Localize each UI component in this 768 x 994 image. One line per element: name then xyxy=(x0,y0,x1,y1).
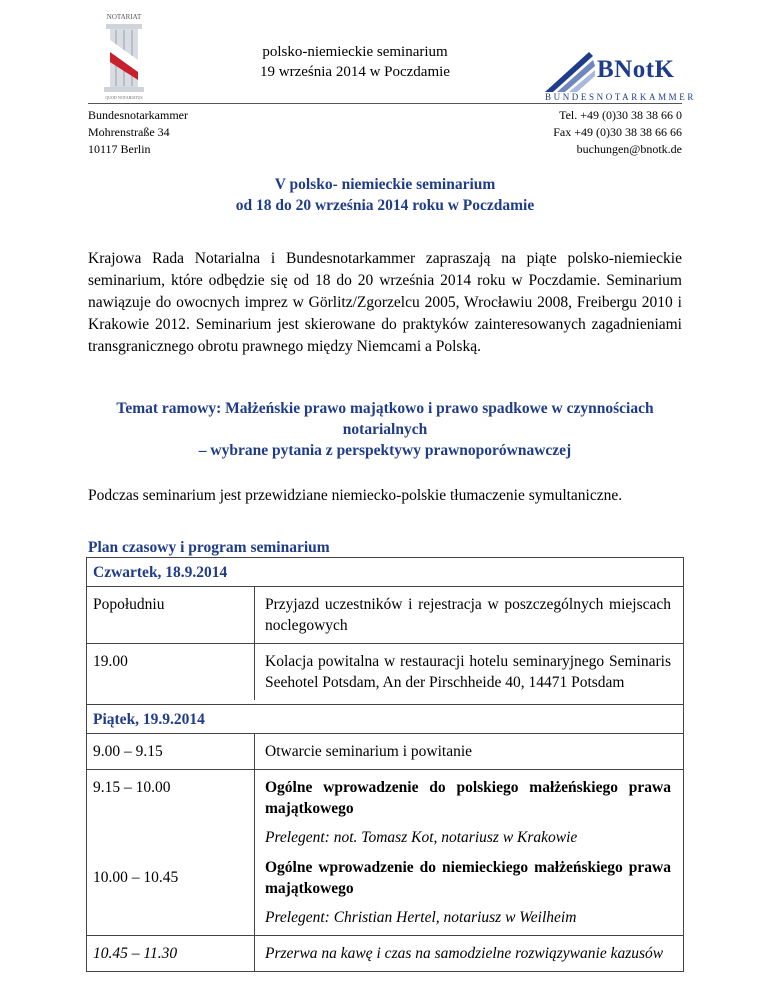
document-title-line1: V polsko- niemieckie seminarium xyxy=(274,176,496,193)
header-title-line2: 19 września 2014 w Poczdamie xyxy=(260,64,450,80)
bnotk-logo-mark-icon xyxy=(545,52,597,92)
table-row xyxy=(87,855,683,936)
theme-line2: notarialnych xyxy=(342,421,428,438)
time-cell: 19.00 xyxy=(87,644,255,700)
description-cell: Otwarcie seminarium i powitanie xyxy=(265,743,473,760)
bnotk-logo xyxy=(545,52,696,104)
table-row xyxy=(87,734,683,770)
session-title: Ogólne wprowadzenie do niemieckiego małżeńskiego prawa majątkowego xyxy=(265,859,671,897)
document-title-line2: od 18 do 20 września 2014 roku w Poczdamie xyxy=(235,197,535,214)
speaker-line: Prelegent: Christian Hertel, notariusz w Weilheim xyxy=(265,909,577,926)
document-title xyxy=(88,174,682,216)
speaker-line: Prelegent: not. Tomasz Kot, notariusz w Krakowie xyxy=(265,829,578,846)
contact-fax: Fax +49 (0)30 38 38 66 66 xyxy=(553,125,682,139)
theme-line3: – wybrane pytania z perspektywy prawnoporównawczej xyxy=(198,442,572,459)
header-title-line1: polsko-niemieckie seminarium xyxy=(262,44,448,60)
theme-line1: Temat ramowy: Małżeńskie prawo majątkowo i prawo spadkowe w czynnościach xyxy=(116,400,654,417)
theme-heading xyxy=(88,398,682,461)
bnotk-logo-subtext: BUNDESNOTARKAMMER xyxy=(545,92,696,102)
description-cell: Przerwa na kawę i czas na samodzielne rozwiązywanie kazusów xyxy=(265,945,664,962)
svg-text:QUOD NOTARIATUS: QUOD NOTARIATUS xyxy=(105,95,143,100)
description-cell xyxy=(255,770,683,855)
header-title xyxy=(180,42,530,82)
day-label: Czwartek, 18.9.2014 xyxy=(93,564,228,581)
address-left-line: Mohrenstraße 34 xyxy=(88,125,170,139)
description-cell: Kolacja powitalna w restauracji hotelu seminaryjnego Seminaris Seehotel Potsdam, An der Pirschheide 40, 14471 Potsdam xyxy=(265,653,671,691)
session-title: Ogólne wprowadzenie do polskiego małżeńskiego prawa majątkowego xyxy=(265,779,671,817)
address-left xyxy=(88,107,188,158)
table-row xyxy=(87,770,683,855)
translation-note: Podczas seminarium jest przewidziane niemiecko-polskie tłumaczenie symultaniczne. xyxy=(88,487,623,504)
time-cell: 9.15 – 10.00 xyxy=(87,770,255,855)
bnotk-logo-text: BNotK xyxy=(597,56,675,83)
day-header-thursday xyxy=(87,558,683,587)
notariat-logo xyxy=(88,10,160,100)
day-header-friday xyxy=(87,705,683,734)
description-cell xyxy=(255,855,683,935)
time-cell: 10.00 – 10.45 xyxy=(87,855,255,935)
table-row xyxy=(87,644,683,705)
table-row xyxy=(87,936,683,971)
address-left-line: 10117 Berlin xyxy=(88,142,151,156)
day-label: Piątek, 19.9.2014 xyxy=(93,711,205,728)
contact-right xyxy=(553,107,682,158)
schedule-table xyxy=(86,557,684,972)
description-cell: Przyjazd uczestników i rejestracja w poszczególnych miejscach noclegowych xyxy=(265,596,671,634)
contact-phone: Tel. +49 (0)30 38 38 66 0 xyxy=(559,108,682,122)
time-cell: 9.00 – 9.15 xyxy=(87,734,255,769)
header-divider xyxy=(88,103,682,104)
table-row xyxy=(87,587,683,644)
intro-paragraph: Krajowa Rada Notarialna i Bundesnotarkammer zapraszają na piąte polsko-niemieckie seminarium, które odbędzie się od 18 do 20 września 2014 roku w Poczdamie. Seminarium nawiązuje do owocnych imprez w Görlitz/Zgorzelcu 2005, Wrocławiu 2008, Freibergu 2010 i Krakowie 2012. Seminarium jest skierowane do praktyków zainteresowanych zagadnieniami transgranicznego obrotu prawnego między Niemcami a Polską. xyxy=(88,250,682,355)
svg-text:NOTARIAT: NOTARIAT xyxy=(106,13,142,21)
plan-heading: Plan czasowy i program seminarium xyxy=(88,539,330,556)
time-cell: 10.45 – 11.30 xyxy=(87,936,255,971)
contact-email[interactable]: buchungen@bnotk.de xyxy=(576,142,682,156)
address-left-line: Bundesnotarkammer xyxy=(88,108,188,122)
time-cell: Popołudniu xyxy=(87,587,255,643)
